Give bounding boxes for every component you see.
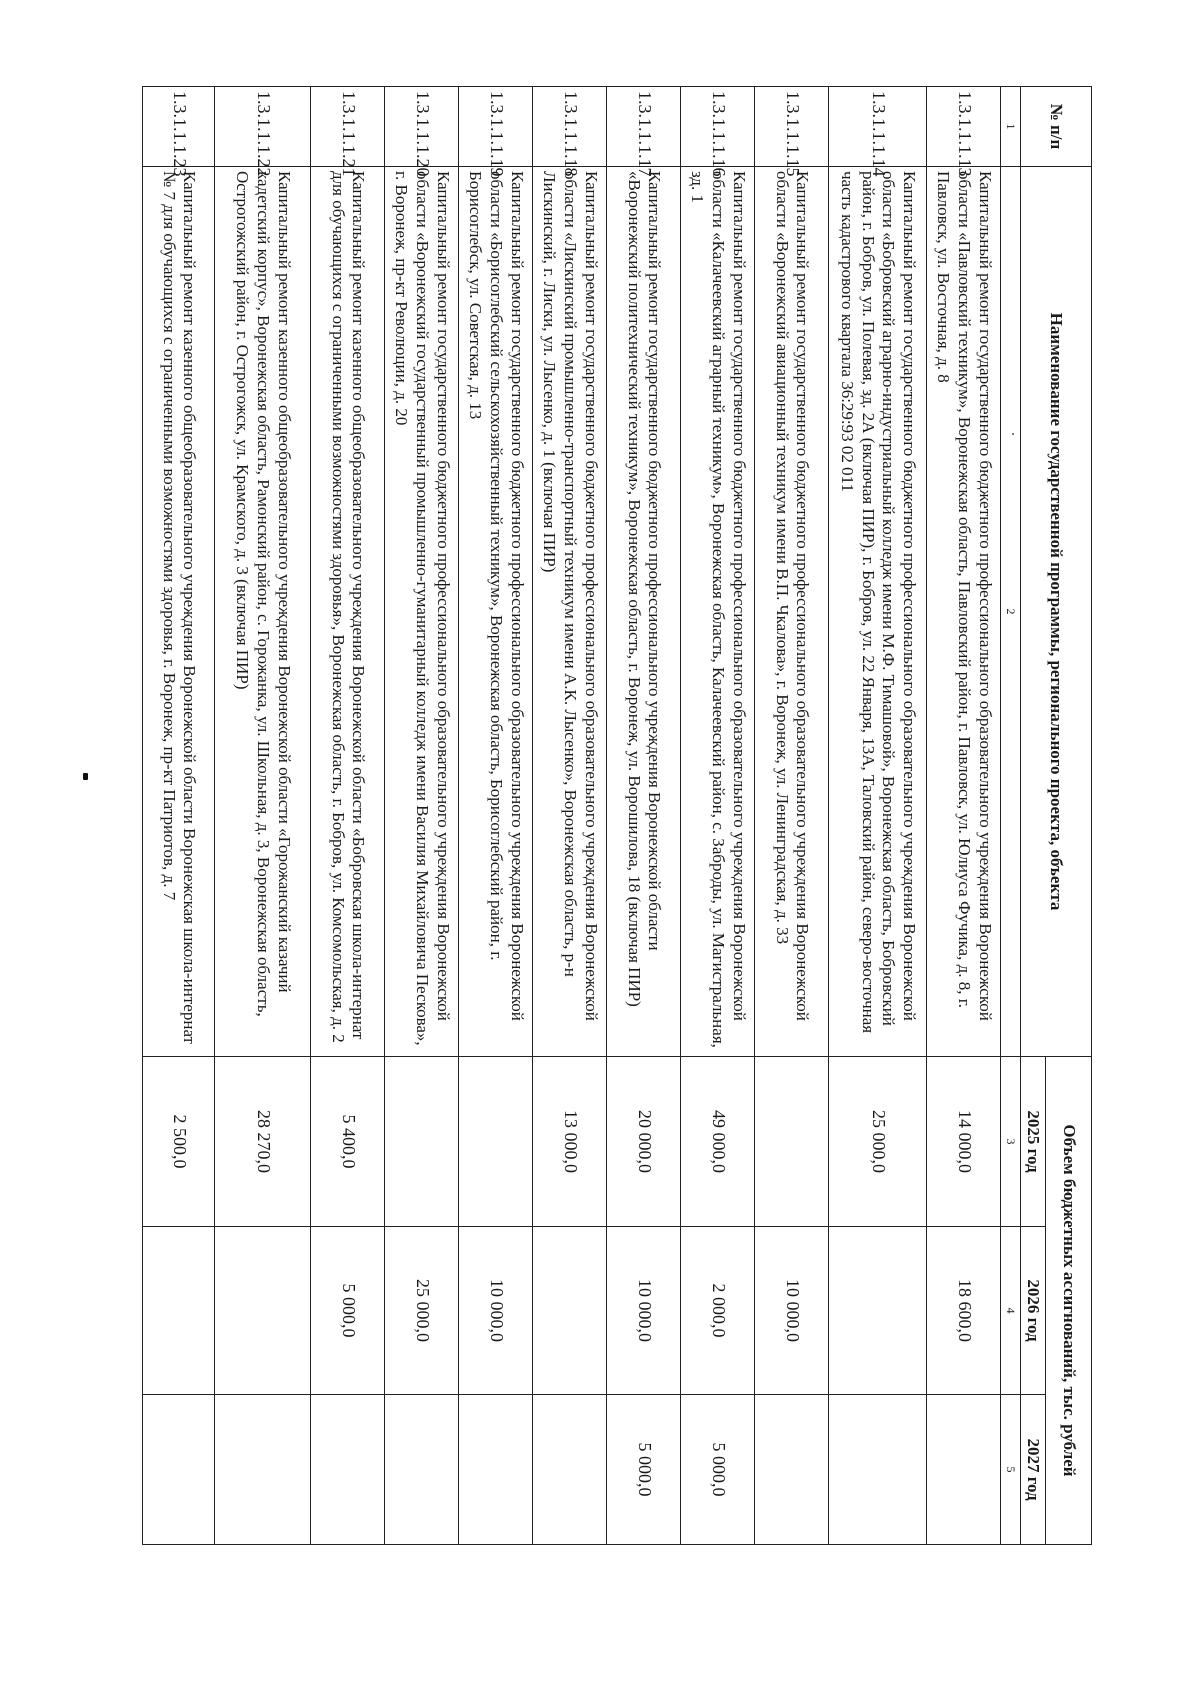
row-number: 1.3.1.1.1.13 [927, 87, 1001, 167]
header-name: Наименование государственной программы, регионального проекта, объекта [1020, 167, 1091, 1057]
table-row [385, 87, 459, 1545]
row-number: 1.3.1.1.1.17 [607, 87, 681, 167]
table-row [681, 87, 755, 1545]
colnum: 3 [1001, 1057, 1020, 1227]
table-row [459, 87, 533, 1545]
row-number: 1.3.1.1.1.19 [459, 87, 533, 167]
header-2026: 2026 год [1020, 1227, 1045, 1395]
row-number: 1.3.1.1.1.18 [533, 87, 607, 167]
colnum: 5 [1001, 1395, 1020, 1545]
row-value-2026: 2 000,0 [681, 1227, 755, 1395]
budget-table [142, 86, 1092, 1545]
row-value-2027 [311, 1395, 385, 1545]
row-value-2026: 10 000,0 [607, 1227, 681, 1395]
row-object-name: Капитальный ремонт казенного общеобразовательного учреждения Воронежской области «Бобровская школа-интернат для обучающихся с ограниченными возможностями здоровья», Воронежская область, г. Бобров, ул. Комсомольская, д. 2 [311, 167, 385, 1057]
table-row [607, 87, 681, 1545]
table-row [215, 87, 311, 1545]
row-value-2026: 10 000,0 [459, 1227, 533, 1395]
row-object-name: Капитальный ремонт государственного бюджетного профессионального образовательного учреждения Воронежской области «Воронежский государственный промышленно-гуманитарный колледж имени Василия Михайловича Пескова», г. Воронеж, пр-кт Революции, д. 20 [385, 167, 459, 1057]
row-number: 1.3.1.1.1.23 [143, 87, 215, 167]
row-object-name: Капитальный ремонт казенного общеобразовательного учреждения Воронежской области «Горожанский казачий кадетский корпус», Воронежская область, Рамонский район, с. Горожанка, ул. Школьная, д. 3, Воронежская область, Острогожский район, г. Острогожск, ул. Крамского, д. 3 (включая ПИР) [215, 167, 311, 1057]
row-object-name: Капитальный ремонт государственного бюджетного профессионального образовательного учреждения Воронежской области «Воронежский авиационный техникум имени В.П. Чкалова», г. Воронеж, ул. Ленинградская, д. 33 [755, 167, 829, 1057]
row-value-2025: 14 000,0 [927, 1057, 1001, 1227]
row-value-2027 [385, 1395, 459, 1545]
row-value-2026 [533, 1227, 607, 1395]
row-value-2027 [755, 1395, 829, 1545]
table-row [755, 87, 829, 1545]
row-object-name: Капитальный ремонт государственного бюджетного профессионального образовательного учреждения Воронежской области «Борисоглебский сельскохозяйственный техникум», Воронежская область, Борисоглебский район, г. Борисоглебск, ул. Советская, д. 13 [459, 167, 533, 1057]
row-value-2025: 2 500,0 [143, 1057, 215, 1227]
row-number: 1.3.1.1.1.15 [755, 87, 829, 167]
colnum: 4 [1001, 1227, 1020, 1395]
row-value-2025 [459, 1057, 533, 1227]
row-value-2027 [143, 1395, 215, 1545]
table-row [927, 87, 1001, 1545]
header-2027: 2027 год [1020, 1395, 1045, 1545]
header-volume: Объем бюджетных ассигнований, тыс. рублей [1046, 1057, 1092, 1545]
row-object-name: Капитальный ремонт государственного бюджетного профессионального образовательного учреждения Воронежской области «Бобровский аграрно-индустриальный колледж имени М.Ф. Тимашовой», Воронежская область, Бобровский район, г. Бобров, ул. Полевая, зд. 2А (включая ПИР), г. Бобров, ул. 22 Января, 13А, Таловский район, северо-восточная часть кадастрового квартала 36:29:93 02 011 [829, 167, 927, 1057]
row-value-2027 [459, 1395, 533, 1545]
table-row [143, 87, 215, 1545]
row-number: 1.3.1.1.1.22 [215, 87, 311, 167]
row-object-name: Капитальный ремонт государственного бюджетного профессионального образовательного учреждения Воронежской области «Павловский техникум», Воронежская область, Павловский район, г. Павловск, ул. Юлиуса Фучика, д. 8, г. Павловск, ул. Восточная, д. 8 [927, 167, 1001, 1057]
row-value-2027 [533, 1395, 607, 1545]
row-value-2026: 25 000,0 [385, 1227, 459, 1395]
row-object-name: Капитальный ремонт казенного общеобразовательного учреждения Воронежской области Воронежская школа-интернат № 7 для обучающихся с ограниченными возможностями здоровья, г. Воронеж, пр-кт Патриотов, д. 7 [143, 167, 215, 1057]
row-value-2025: 13 000,0 [533, 1057, 607, 1227]
row-value-2025: 49 000,0 [681, 1057, 755, 1227]
header-num: № п/п [1020, 87, 1091, 167]
row-value-2026: 10 000,0 [755, 1227, 829, 1395]
row-number: 1.3.1.1.1.16 [681, 87, 755, 167]
table-row [533, 87, 607, 1545]
row-value-2027 [829, 1395, 927, 1545]
row-object-name: Капитальный ремонт государственного бюджетного профессионального учреждения Воронежской области «Воронежский политехнический техникум», Воронежская область, г. Воронеж, ул. Ворошилова, 18 (включая ПИР) [607, 167, 681, 1057]
row-value-2025: 25 000,0 [829, 1057, 927, 1227]
row-number: 1.3.1.1.1.14 [829, 87, 927, 167]
row-value-2025: 20 000,0 [607, 1057, 681, 1227]
row-number: 1.3.1.1.1.20 [385, 87, 459, 167]
row-value-2027 [927, 1395, 1001, 1545]
row-number: 1.3.1.1.1.21 [311, 87, 385, 167]
row-value-2026 [215, 1227, 311, 1395]
row-value-2025: 28 270,0 [215, 1057, 311, 1227]
rotated-document [147, 86, 1092, 1544]
row-value-2025: 5 400,0 [311, 1057, 385, 1227]
row-object-name: Капитальный ремонт государственного бюджетного профессионального образовательного учреждения Воронежской области «Калачеевский аграрный техникум», Воронежская область, Калачеевский район, с. Заброды, ул. Магистральная, зд. 1 [681, 167, 755, 1057]
table-row [311, 87, 385, 1545]
row-value-2025 [755, 1057, 829, 1227]
scan-mark [83, 773, 88, 780]
row-value-2027 [215, 1395, 311, 1545]
header-2025: 2025 год [1020, 1057, 1045, 1227]
row-value-2027: 5 000,0 [681, 1395, 755, 1545]
row-value-2026: 5 000,0 [311, 1227, 385, 1395]
colnum: 2 [1001, 167, 1020, 1057]
row-value-2026 [143, 1227, 215, 1395]
row-object-name: Капитальный ремонт государственного бюджетного профессионального образовательного учреждения Воронежской области «Лискинский промышленно-транспортный техникум имени А.К. Лысенко», Воронежская область, р-н Лискинский, г. Лиски, ул. Лысенко, д. 1 (включая ПИР) [533, 167, 607, 1057]
row-value-2027: 5 000,0 [607, 1395, 681, 1545]
row-value-2026 [829, 1227, 927, 1395]
table-row [829, 87, 927, 1545]
row-value-2025 [385, 1057, 459, 1227]
colnum: 1 [1001, 87, 1020, 167]
row-value-2026: 18 600,0 [927, 1227, 1001, 1395]
